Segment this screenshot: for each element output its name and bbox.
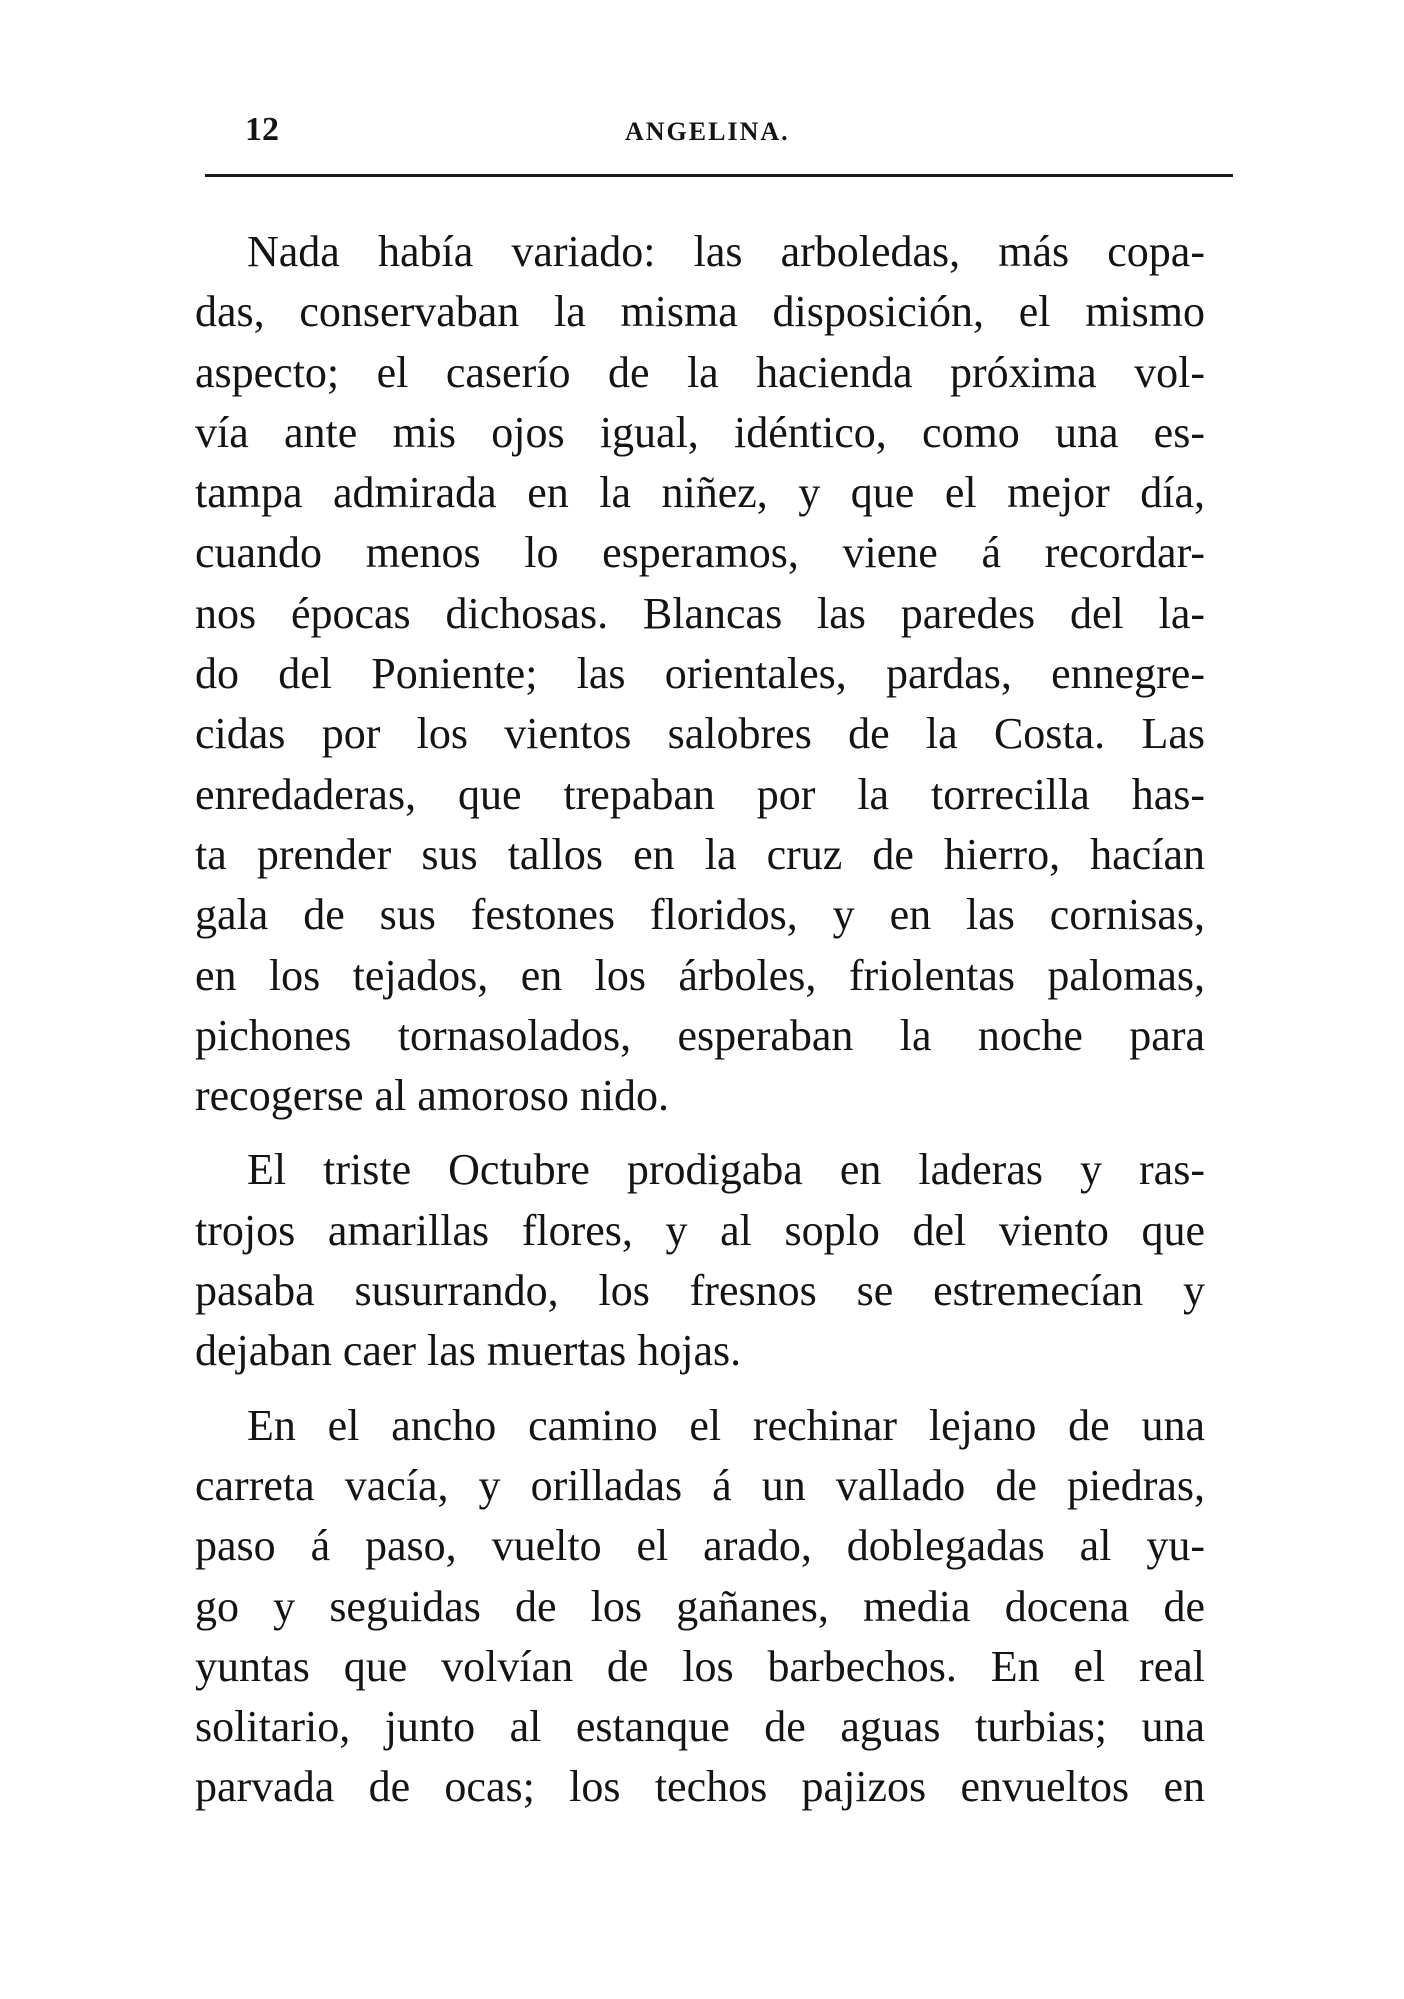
text-line: pichones tornasolados, esperaban la noche para <box>195 1010 1205 1060</box>
text-line: vía ante mis ojos igual, idéntico, como una es- <box>195 407 1205 457</box>
text-line: paso á paso, vuelto el arado, doblegadas al yu- <box>195 1521 1205 1571</box>
text-line: das, conservaban la misma disposición, el mismo <box>195 287 1205 337</box>
text-line: gala de sus festones floridos, y en las cornisas, <box>195 890 1205 940</box>
text-line: do del Poniente; las orientales, pardas, ennegre- <box>195 649 1205 699</box>
text-line: aspecto; el caserío de la hacienda próxima vol- <box>195 347 1205 397</box>
running-head <box>205 100 1245 160</box>
header-rule <box>205 174 1233 177</box>
page-number: 12 <box>245 111 279 148</box>
running-title: ANGELINA. <box>625 117 790 146</box>
paragraph <box>195 222 1205 1126</box>
text-line: yuntas que volvían de los barbechos. En el real <box>195 1641 1205 1691</box>
text-line: En el ancho camino el rechinar lejano de una <box>247 1400 1205 1450</box>
text-line: enredaderas, que trepaban por la torrecilla has- <box>195 769 1205 819</box>
text-line: nos épocas dichosas. Blancas las paredes del la- <box>195 588 1205 638</box>
text-line: cidas por los vientos salobres de la Costa. Las <box>195 709 1205 759</box>
body-text <box>195 222 1205 1818</box>
text-line: pasaba susurrando, los fresnos se estremecían y <box>195 1266 1205 1316</box>
text-line: trojos amarillas flores, y al soplo del viento que <box>195 1205 1205 1255</box>
text-line: solitario, junto al estanque de aguas turbias; una <box>195 1702 1205 1752</box>
text-line: recogerse al amoroso nido. <box>195 1071 670 1121</box>
text-line: carreta vacía, y orilladas á un vallado de piedras, <box>195 1460 1205 1510</box>
text-line: ta prender sus tallos en la cruz de hierro, hacían <box>195 829 1205 879</box>
paragraph <box>195 1140 1205 1381</box>
paragraph <box>195 1396 1205 1818</box>
text-line: dejaban caer las muertas hojas. <box>195 1326 742 1376</box>
text-line: cuando menos lo esperamos, viene á recordar- <box>195 528 1205 578</box>
text-line: Nada había variado: las arboledas, más copa- <box>247 227 1205 276</box>
text-line: go y seguidas de los gañanes, media docena de <box>195 1581 1205 1631</box>
text-line: El triste Octubre prodigaba en laderas y ras- <box>247 1145 1205 1195</box>
text-line: en los tejados, en los árboles, friolentas palomas, <box>195 950 1205 1000</box>
text-line: parvada de ocas; los techos pajizos envueltos en <box>195 1762 1205 1812</box>
text-line: tampa admirada en la niñez, y que el mejor día, <box>195 468 1205 518</box>
